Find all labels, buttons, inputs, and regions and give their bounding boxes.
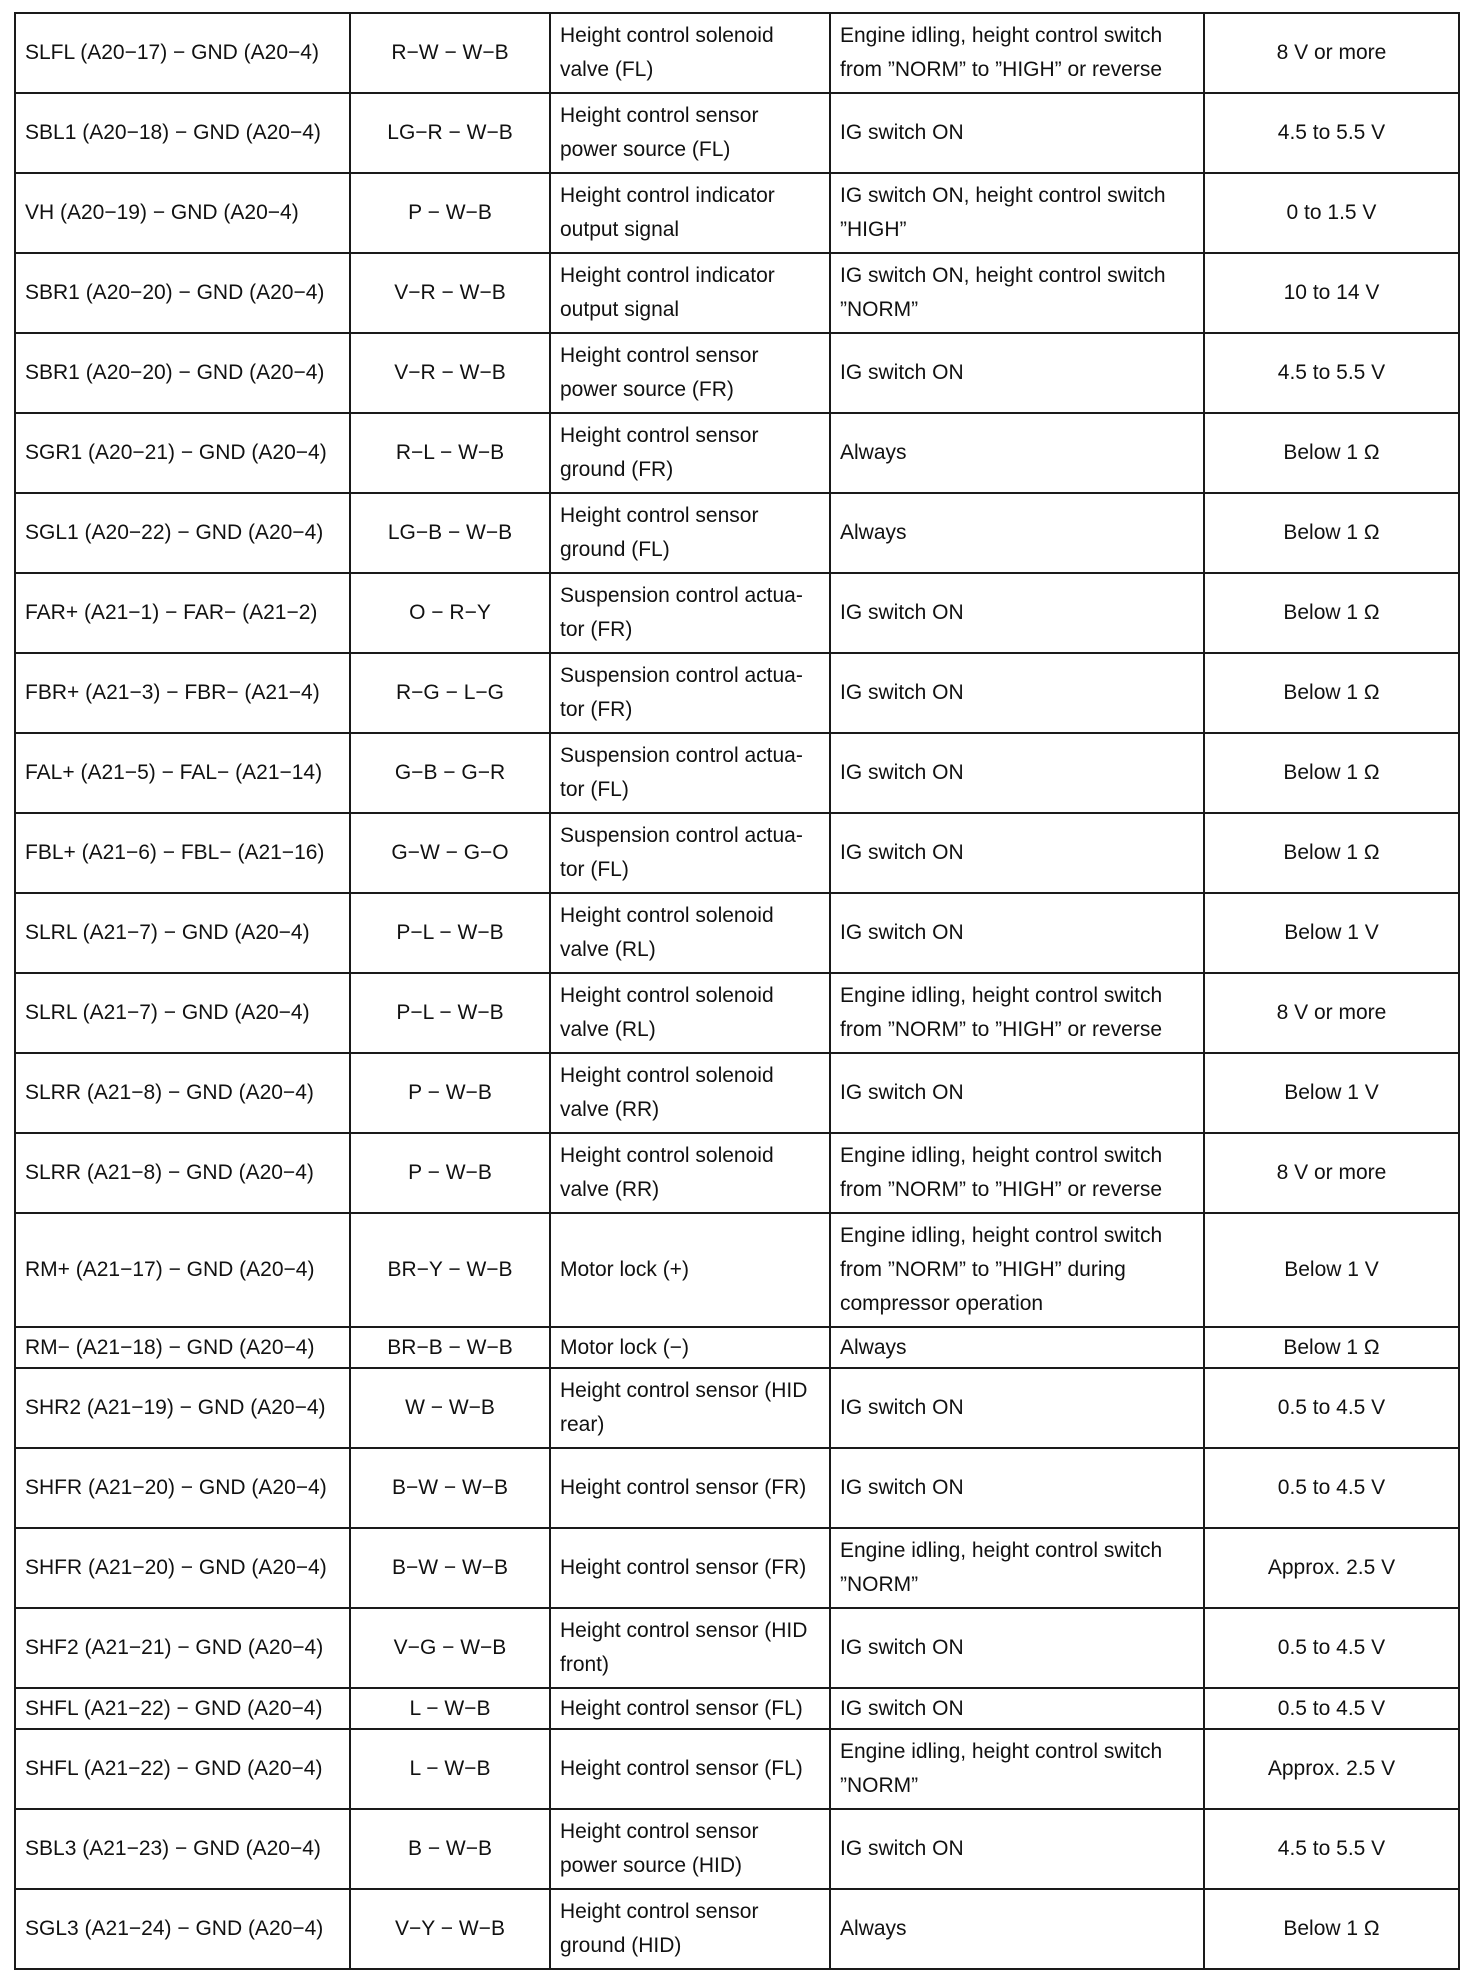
table-row: [15, 1213, 1459, 1327]
terminal-cell: SGL1 (A20−22) − GND (A20−4): [15, 493, 350, 573]
condition-cell: IG switch ON: [830, 573, 1204, 653]
table-body: [15, 13, 1459, 1969]
wiring-color-cell: B−W − W−B: [350, 1448, 550, 1528]
terminal-cell: SLFL (A20−17) − GND (A20−4): [15, 13, 350, 93]
terminal-description-cell: Height control solenoid valve (RR): [550, 1133, 830, 1213]
condition-cell: IG switch ON: [830, 93, 1204, 173]
condition-cell: IG switch ON: [830, 1608, 1204, 1688]
table-row: [15, 173, 1459, 253]
terminal-description-cell: Height control solenoid valve (RL): [550, 973, 830, 1053]
specified-condition-cell: 0.5 to 4.5 V: [1204, 1688, 1459, 1729]
table-row: [15, 1053, 1459, 1133]
table-row: [15, 1133, 1459, 1213]
terminal-cell: SHFL (A21−22) − GND (A20−4): [15, 1688, 350, 1729]
table-row: [15, 1448, 1459, 1528]
table-row: [15, 1889, 1459, 1969]
condition-cell: Engine idling, height control switch ”NORM”: [830, 1528, 1204, 1608]
table-row: [15, 653, 1459, 733]
table-row: [15, 493, 1459, 573]
table-row: [15, 893, 1459, 973]
condition-cell: IG switch ON, height control switch ”NORM”: [830, 253, 1204, 333]
condition-cell: IG switch ON: [830, 1053, 1204, 1133]
table-row: [15, 13, 1459, 93]
wiring-color-cell: LG−R − W−B: [350, 93, 550, 173]
table-row: [15, 333, 1459, 413]
terminal-cell: SLRL (A21−7) − GND (A20−4): [15, 973, 350, 1053]
terminal-description-cell: Motor lock (+): [550, 1213, 830, 1327]
table-row: [15, 413, 1459, 493]
table-row: [15, 93, 1459, 173]
specified-condition-cell: Below 1 V: [1204, 893, 1459, 973]
specified-condition-cell: 8 V or more: [1204, 1133, 1459, 1213]
terminal-description-cell: Height control indicator output signal: [550, 173, 830, 253]
wiring-color-cell: O − R−Y: [350, 573, 550, 653]
terminal-cell: FAR+ (A21−1) − FAR− (A21−2): [15, 573, 350, 653]
terminal-cell: SBL1 (A20−18) − GND (A20−4): [15, 93, 350, 173]
specified-condition-cell: Approx. 2.5 V: [1204, 1729, 1459, 1809]
specified-condition-cell: 8 V or more: [1204, 13, 1459, 93]
wiring-color-cell: B − W−B: [350, 1809, 550, 1889]
condition-cell: IG switch ON: [830, 1809, 1204, 1889]
terminal-description-cell: Suspension control actua-tor (FR): [550, 573, 830, 653]
specified-condition-cell: Below 1 V: [1204, 1213, 1459, 1327]
wiring-color-cell: P − W−B: [350, 1053, 550, 1133]
terminal-cell: FAL+ (A21−5) − FAL− (A21−14): [15, 733, 350, 813]
condition-cell: Engine idling, height control switch from ”NORM” to ”HIGH” or reverse: [830, 13, 1204, 93]
terminal-description-cell: Height control indicator output signal: [550, 253, 830, 333]
terminal-cell: FBL+ (A21−6) − FBL− (A21−16): [15, 813, 350, 893]
condition-cell: Engine idling, height control switch from ”NORM” to ”HIGH” or reverse: [830, 973, 1204, 1053]
terminal-cell: SHF2 (A21−21) − GND (A20−4): [15, 1608, 350, 1688]
terminal-cell: SGR1 (A20−21) − GND (A20−4): [15, 413, 350, 493]
wiring-color-cell: R−L − W−B: [350, 413, 550, 493]
specified-condition-cell: Below 1 Ω: [1204, 1327, 1459, 1368]
wiring-color-cell: V−Y − W−B: [350, 1889, 550, 1969]
specified-condition-cell: Below 1 Ω: [1204, 1889, 1459, 1969]
specified-condition-cell: Below 1 Ω: [1204, 733, 1459, 813]
terminal-cell: SLRR (A21−8) − GND (A20−4): [15, 1133, 350, 1213]
terminal-cell: SHFR (A21−20) − GND (A20−4): [15, 1448, 350, 1528]
wiring-color-cell: R−W − W−B: [350, 13, 550, 93]
wiring-color-cell: V−R − W−B: [350, 253, 550, 333]
terminal-cell: SHFR (A21−20) − GND (A20−4): [15, 1528, 350, 1608]
terminal-description-cell: Height control sensor ground (FR): [550, 413, 830, 493]
condition-cell: IG switch ON: [830, 813, 1204, 893]
terminal-cell: SGL3 (A21−24) − GND (A20−4): [15, 1889, 350, 1969]
table-row: [15, 813, 1459, 893]
wiring-color-cell: P−L − W−B: [350, 973, 550, 1053]
condition-cell: IG switch ON: [830, 333, 1204, 413]
specified-condition-cell: 4.5 to 5.5 V: [1204, 333, 1459, 413]
terminal-description-cell: Height control sensor (FR): [550, 1528, 830, 1608]
terminal-cell: SLRL (A21−7) − GND (A20−4): [15, 893, 350, 973]
specified-condition-cell: 0.5 to 4.5 V: [1204, 1448, 1459, 1528]
condition-cell: IG switch ON: [830, 1448, 1204, 1528]
wiring-color-cell: V−G − W−B: [350, 1608, 550, 1688]
terminal-cell: RM+ (A21−17) − GND (A20−4): [15, 1213, 350, 1327]
condition-cell: Engine idling, height control switch from ”NORM” to ”HIGH” during compressor operation: [830, 1213, 1204, 1327]
condition-cell: IG switch ON: [830, 653, 1204, 733]
terminal-description-cell: Height control sensor power source (FR): [550, 333, 830, 413]
terminal-description-cell: Height control sensor ground (FL): [550, 493, 830, 573]
condition-cell: Engine idling, height control switch from ”NORM” to ”HIGH” or reverse: [830, 1133, 1204, 1213]
terminal-description-cell: Height control sensor (FL): [550, 1729, 830, 1809]
terminal-description-cell: Height control sensor (FL): [550, 1688, 830, 1729]
wiring-color-cell: BR−Y − W−B: [350, 1213, 550, 1327]
specified-condition-cell: Below 1 Ω: [1204, 413, 1459, 493]
wiring-color-cell: L − W−B: [350, 1688, 550, 1729]
wiring-color-cell: BR−B − W−B: [350, 1327, 550, 1368]
wiring-color-cell: P − W−B: [350, 1133, 550, 1213]
terminal-cell: SLRR (A21−8) − GND (A20−4): [15, 1053, 350, 1133]
table-row: [15, 1368, 1459, 1448]
wiring-color-cell: P−L − W−B: [350, 893, 550, 973]
condition-cell: IG switch ON, height control switch ”HIGH”: [830, 173, 1204, 253]
specified-condition-cell: Approx. 2.5 V: [1204, 1528, 1459, 1608]
table-row: [15, 1688, 1459, 1729]
table-row: [15, 973, 1459, 1053]
specified-condition-cell: 0.5 to 4.5 V: [1204, 1368, 1459, 1448]
terminal-cell: VH (A20−19) − GND (A20−4): [15, 173, 350, 253]
table-row: [15, 1729, 1459, 1809]
specified-condition-cell: Below 1 V: [1204, 1053, 1459, 1133]
specified-condition-cell: Below 1 Ω: [1204, 813, 1459, 893]
terminal-cell: SBL3 (A21−23) − GND (A20−4): [15, 1809, 350, 1889]
terminal-description-cell: Height control sensor (HID rear): [550, 1368, 830, 1448]
specified-condition-cell: 8 V or more: [1204, 973, 1459, 1053]
terminal-description-cell: Motor lock (−): [550, 1327, 830, 1368]
terminal-description-cell: Height control solenoid valve (FL): [550, 13, 830, 93]
wiring-color-cell: V−R − W−B: [350, 333, 550, 413]
terminal-description-cell: Suspension control actua-tor (FL): [550, 813, 830, 893]
condition-cell: Always: [830, 493, 1204, 573]
condition-cell: IG switch ON: [830, 733, 1204, 813]
terminal-description-cell: Height control solenoid valve (RR): [550, 1053, 830, 1133]
terminal-cell: SHR2 (A21−19) − GND (A20−4): [15, 1368, 350, 1448]
table-row: [15, 1528, 1459, 1608]
specified-condition-cell: 10 to 14 V: [1204, 253, 1459, 333]
table-row: [15, 573, 1459, 653]
ecu-terminal-table: [14, 12, 1460, 1970]
terminal-description-cell: Height control sensor ground (HID): [550, 1889, 830, 1969]
condition-cell: IG switch ON: [830, 893, 1204, 973]
table-row: [15, 253, 1459, 333]
table-row: [15, 733, 1459, 813]
terminal-description-cell: Height control solenoid valve (RL): [550, 893, 830, 973]
terminal-cell: SHFL (A21−22) − GND (A20−4): [15, 1729, 350, 1809]
wiring-color-cell: G−W − G−O: [350, 813, 550, 893]
condition-cell: IG switch ON: [830, 1688, 1204, 1729]
wiring-color-cell: L − W−B: [350, 1729, 550, 1809]
specified-condition-cell: 4.5 to 5.5 V: [1204, 93, 1459, 173]
condition-cell: Engine idling, height control switch ”NORM”: [830, 1729, 1204, 1809]
wiring-color-cell: P − W−B: [350, 173, 550, 253]
table-row: [15, 1608, 1459, 1688]
specified-condition-cell: Below 1 Ω: [1204, 493, 1459, 573]
specified-condition-cell: Below 1 Ω: [1204, 653, 1459, 733]
specified-condition-cell: Below 1 Ω: [1204, 573, 1459, 653]
condition-cell: IG switch ON: [830, 1368, 1204, 1448]
specified-condition-cell: 0.5 to 4.5 V: [1204, 1608, 1459, 1688]
wiring-color-cell: LG−B − W−B: [350, 493, 550, 573]
condition-cell: Always: [830, 1327, 1204, 1368]
table-row: [15, 1327, 1459, 1368]
condition-cell: Always: [830, 1889, 1204, 1969]
wiring-color-cell: G−B − G−R: [350, 733, 550, 813]
terminal-cell: SBR1 (A20−20) − GND (A20−4): [15, 333, 350, 413]
condition-cell: Always: [830, 413, 1204, 493]
terminal-description-cell: Height control sensor (HID front): [550, 1608, 830, 1688]
terminal-cell: FBR+ (A21−3) − FBR− (A21−4): [15, 653, 350, 733]
wiring-color-cell: B−W − W−B: [350, 1528, 550, 1608]
specified-condition-cell: 0 to 1.5 V: [1204, 173, 1459, 253]
wiring-color-cell: R−G − L−G: [350, 653, 550, 733]
terminal-cell: SBR1 (A20−20) − GND (A20−4): [15, 253, 350, 333]
terminal-description-cell: Suspension control actua-tor (FR): [550, 653, 830, 733]
specified-condition-cell: 4.5 to 5.5 V: [1204, 1809, 1459, 1889]
terminal-description-cell: Height control sensor (FR): [550, 1448, 830, 1528]
terminal-description-cell: Suspension control actua-tor (FL): [550, 733, 830, 813]
table-row: [15, 1809, 1459, 1889]
terminal-cell: RM− (A21−18) − GND (A20−4): [15, 1327, 350, 1368]
wiring-color-cell: W − W−B: [350, 1368, 550, 1448]
terminal-description-cell: Height control sensor power source (HID): [550, 1809, 830, 1889]
terminal-description-cell: Height control sensor power source (FL): [550, 93, 830, 173]
